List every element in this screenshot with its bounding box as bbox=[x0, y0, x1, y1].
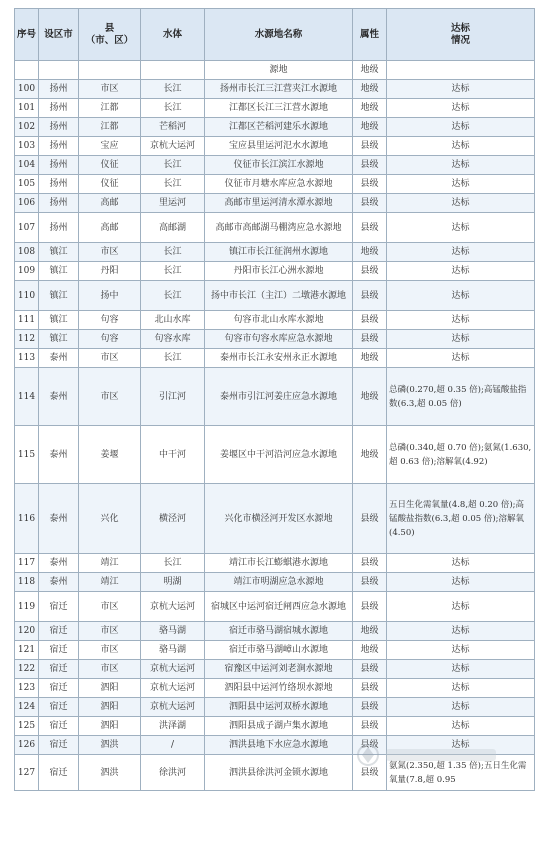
row-source-name: 江都区芒稻河建乐水源地 bbox=[205, 118, 353, 137]
row-source-name: 高邮市高邮湖马棚湾应急水源地 bbox=[205, 213, 353, 243]
row-status: 达标 bbox=[387, 243, 535, 262]
row-status: 达标 bbox=[387, 698, 535, 717]
row-status: 达标 bbox=[387, 213, 535, 243]
row-status: 达标 bbox=[387, 156, 535, 175]
table-row bbox=[15, 368, 535, 426]
row-seq: 111 bbox=[15, 311, 39, 330]
row-seq: 127 bbox=[15, 755, 39, 791]
row-status: 达标 bbox=[387, 281, 535, 311]
water-source-table-page bbox=[14, 8, 534, 791]
row-water-body: 高邮湖 bbox=[141, 213, 205, 243]
row-city: 泰州 bbox=[39, 484, 79, 554]
row-seq: 104 bbox=[15, 156, 39, 175]
carry-water bbox=[141, 61, 205, 80]
row-city: 扬州 bbox=[39, 99, 79, 118]
row-city: 扬州 bbox=[39, 80, 79, 99]
row-attribute: 县级 bbox=[353, 194, 387, 213]
header-status-line2: 情况 bbox=[450, 34, 470, 46]
table-row bbox=[15, 660, 535, 679]
row-county: 江都 bbox=[79, 118, 141, 137]
table-row bbox=[15, 554, 535, 573]
row-county: 靖江 bbox=[79, 554, 141, 573]
header-seq: 序号 bbox=[15, 9, 39, 61]
row-city: 镇江 bbox=[39, 262, 79, 281]
header-county-line2: （市、区） bbox=[85, 34, 134, 46]
row-city: 扬州 bbox=[39, 137, 79, 156]
carry-name: 源地 bbox=[205, 61, 353, 80]
row-status: 氨氮(2.350,超 1.35 倍);五日生化需氧量(7.8,超 0.95 bbox=[387, 755, 535, 791]
table-row bbox=[15, 755, 535, 791]
row-status: 达标 bbox=[387, 660, 535, 679]
row-attribute: 县级 bbox=[353, 592, 387, 622]
row-water-body: 徐洪河 bbox=[141, 755, 205, 791]
row-attribute: 县级 bbox=[353, 554, 387, 573]
carry-status bbox=[387, 61, 535, 80]
row-source-name: 句容市句容水库应急水源地 bbox=[205, 330, 353, 349]
row-county: 市区 bbox=[79, 660, 141, 679]
table-row bbox=[15, 99, 535, 118]
row-water-body: 京杭大运河 bbox=[141, 592, 205, 622]
row-city: 泰州 bbox=[39, 349, 79, 368]
row-seq: 125 bbox=[15, 717, 39, 736]
table-header-row bbox=[15, 9, 535, 61]
table-row bbox=[15, 698, 535, 717]
row-water-body: 长江 bbox=[141, 349, 205, 368]
carry-attr: 地级 bbox=[353, 61, 387, 80]
row-seq: 120 bbox=[15, 622, 39, 641]
row-water-body: 骆马湖 bbox=[141, 641, 205, 660]
table-row bbox=[15, 679, 535, 698]
row-status: 达标 bbox=[387, 622, 535, 641]
row-source-name: 泰州市引江河姜庄应急水源地 bbox=[205, 368, 353, 426]
row-source-name: 句容市北山水库水源地 bbox=[205, 311, 353, 330]
header-county bbox=[79, 9, 141, 61]
row-city: 扬州 bbox=[39, 118, 79, 137]
row-attribute: 县级 bbox=[353, 213, 387, 243]
header-status bbox=[387, 9, 535, 61]
row-city: 镇江 bbox=[39, 281, 79, 311]
row-city: 泰州 bbox=[39, 426, 79, 484]
table-body bbox=[15, 61, 535, 791]
row-attribute: 县级 bbox=[353, 484, 387, 554]
carry-city bbox=[39, 61, 79, 80]
row-source-name: 宿城区中运河宿迁闸西应急水源地 bbox=[205, 592, 353, 622]
row-source-name: 江都区长江三江营水源地 bbox=[205, 99, 353, 118]
row-seq: 107 bbox=[15, 213, 39, 243]
table-row bbox=[15, 118, 535, 137]
row-water-body: 长江 bbox=[141, 156, 205, 175]
row-county: 泗洪 bbox=[79, 755, 141, 791]
row-water-body: / bbox=[141, 736, 205, 755]
row-status: 达标 bbox=[387, 137, 535, 156]
row-attribute: 地级 bbox=[353, 368, 387, 426]
row-water-body: 北山水库 bbox=[141, 311, 205, 330]
row-water-body: 长江 bbox=[141, 262, 205, 281]
row-source-name: 泗阳县成子湖卢集水源地 bbox=[205, 717, 353, 736]
row-seq: 115 bbox=[15, 426, 39, 484]
table-row bbox=[15, 311, 535, 330]
row-water-body: 明湖 bbox=[141, 573, 205, 592]
row-source-name: 扬州市长江三江营夹江水源地 bbox=[205, 80, 353, 99]
row-water-body: 里运河 bbox=[141, 194, 205, 213]
row-county: 泗阳 bbox=[79, 698, 141, 717]
row-city: 扬州 bbox=[39, 213, 79, 243]
row-city: 镇江 bbox=[39, 243, 79, 262]
row-city: 扬州 bbox=[39, 175, 79, 194]
header-city: 设区市 bbox=[39, 9, 79, 61]
row-seq: 101 bbox=[15, 99, 39, 118]
row-county: 市区 bbox=[79, 641, 141, 660]
row-status: 达标 bbox=[387, 554, 535, 573]
row-status: 达标 bbox=[387, 262, 535, 281]
row-source-name: 泗阳县中运河双桥水源地 bbox=[205, 698, 353, 717]
row-city: 扬州 bbox=[39, 156, 79, 175]
row-attribute: 地级 bbox=[353, 118, 387, 137]
table-row bbox=[15, 194, 535, 213]
header-status-line1: 达标 bbox=[450, 22, 470, 34]
row-county: 仪征 bbox=[79, 156, 141, 175]
table-row bbox=[15, 622, 535, 641]
row-county: 市区 bbox=[79, 80, 141, 99]
row-seq: 116 bbox=[15, 484, 39, 554]
table-row bbox=[15, 330, 535, 349]
row-county: 泗洪 bbox=[79, 736, 141, 755]
row-city: 泰州 bbox=[39, 573, 79, 592]
row-county: 泗阳 bbox=[79, 679, 141, 698]
row-water-body: 引江河 bbox=[141, 368, 205, 426]
row-county: 仪征 bbox=[79, 175, 141, 194]
row-water-body: 长江 bbox=[141, 175, 205, 194]
row-seq: 112 bbox=[15, 330, 39, 349]
row-attribute: 地级 bbox=[353, 622, 387, 641]
row-city: 宿迁 bbox=[39, 622, 79, 641]
table-row bbox=[15, 573, 535, 592]
row-city: 泰州 bbox=[39, 554, 79, 573]
row-city: 宿迁 bbox=[39, 755, 79, 791]
carry-county bbox=[79, 61, 141, 80]
row-water-body: 芒稻河 bbox=[141, 118, 205, 137]
row-attribute: 县级 bbox=[353, 679, 387, 698]
row-attribute: 县级 bbox=[353, 573, 387, 592]
row-seq: 105 bbox=[15, 175, 39, 194]
row-seq: 118 bbox=[15, 573, 39, 592]
row-county: 宝应 bbox=[79, 137, 141, 156]
table-row bbox=[15, 349, 535, 368]
row-status: 总磷(0.270,超 0.35 倍);高锰酸盐指数(6.3,超 0.05 倍) bbox=[387, 368, 535, 426]
table-row bbox=[15, 736, 535, 755]
row-attribute: 地级 bbox=[353, 243, 387, 262]
row-status: 总磷(0.340,超 0.70 倍);氨氮(1.630,超 0.63 倍);溶解氧(4.92) bbox=[387, 426, 535, 484]
row-source-name: 扬中市长江（主江）二墩港水源地 bbox=[205, 281, 353, 311]
header-attribute: 属性 bbox=[353, 9, 387, 61]
row-water-body: 京杭大运河 bbox=[141, 698, 205, 717]
header-county-line1: 县 bbox=[104, 22, 115, 34]
row-attribute: 县级 bbox=[353, 262, 387, 281]
table-row bbox=[15, 175, 535, 194]
table-row bbox=[15, 717, 535, 736]
row-water-body: 句容水库 bbox=[141, 330, 205, 349]
table-row bbox=[15, 426, 535, 484]
row-water-body: 长江 bbox=[141, 554, 205, 573]
row-county: 市区 bbox=[79, 349, 141, 368]
row-attribute: 地级 bbox=[353, 80, 387, 99]
water-source-table bbox=[14, 8, 535, 791]
row-attribute: 县级 bbox=[353, 755, 387, 791]
row-water-body: 长江 bbox=[141, 243, 205, 262]
row-seq: 121 bbox=[15, 641, 39, 660]
table-row bbox=[15, 243, 535, 262]
row-source-name: 泰州市长江永安州永正水源地 bbox=[205, 349, 353, 368]
row-city: 宿迁 bbox=[39, 698, 79, 717]
row-city: 扬州 bbox=[39, 194, 79, 213]
row-city: 宿迁 bbox=[39, 592, 79, 622]
row-attribute: 地级 bbox=[353, 99, 387, 118]
row-source-name: 宿迁市骆马湖嶂山水源地 bbox=[205, 641, 353, 660]
row-attribute: 县级 bbox=[353, 330, 387, 349]
row-attribute: 县级 bbox=[353, 660, 387, 679]
table-row bbox=[15, 281, 535, 311]
row-source-name: 宿豫区中运河刘老涧水源地 bbox=[205, 660, 353, 679]
row-seq: 113 bbox=[15, 349, 39, 368]
table-row bbox=[15, 262, 535, 281]
row-water-body: 中干河 bbox=[141, 426, 205, 484]
row-seq: 124 bbox=[15, 698, 39, 717]
row-city: 宿迁 bbox=[39, 736, 79, 755]
row-status: 达标 bbox=[387, 717, 535, 736]
row-city: 镇江 bbox=[39, 311, 79, 330]
row-attribute: 县级 bbox=[353, 717, 387, 736]
row-status: 五日生化需氧量(4.8,超 0.20 倍);高锰酸盐指数(6.3,超 0.05 倍);溶解氧(4.50) bbox=[387, 484, 535, 554]
row-source-name: 靖江市明湖应急水源地 bbox=[205, 573, 353, 592]
row-attribute: 县级 bbox=[353, 156, 387, 175]
row-seq: 114 bbox=[15, 368, 39, 426]
row-city: 宿迁 bbox=[39, 679, 79, 698]
row-county: 靖江 bbox=[79, 573, 141, 592]
row-attribute: 县级 bbox=[353, 175, 387, 194]
row-seq: 123 bbox=[15, 679, 39, 698]
row-status: 达标 bbox=[387, 349, 535, 368]
row-seq: 126 bbox=[15, 736, 39, 755]
row-source-name: 宿迁市骆马湖宿城水源地 bbox=[205, 622, 353, 641]
row-county: 市区 bbox=[79, 592, 141, 622]
row-water-body: 长江 bbox=[141, 281, 205, 311]
row-county: 句容 bbox=[79, 311, 141, 330]
row-attribute: 地级 bbox=[353, 426, 387, 484]
row-water-body: 京杭大运河 bbox=[141, 679, 205, 698]
row-status: 达标 bbox=[387, 592, 535, 622]
row-county: 句容 bbox=[79, 330, 141, 349]
header-source-name: 水源地名称 bbox=[205, 9, 353, 61]
row-attribute: 地级 bbox=[353, 349, 387, 368]
row-status: 达标 bbox=[387, 194, 535, 213]
row-source-name: 宝应县里运河氾水水源地 bbox=[205, 137, 353, 156]
row-county: 高邮 bbox=[79, 213, 141, 243]
row-county: 姜堰 bbox=[79, 426, 141, 484]
header-water-body: 水体 bbox=[141, 9, 205, 61]
row-source-name: 高邮市里运河清水潭水源地 bbox=[205, 194, 353, 213]
row-attribute: 县级 bbox=[353, 311, 387, 330]
row-status: 达标 bbox=[387, 736, 535, 755]
row-source-name: 镇江市长江征润州水源地 bbox=[205, 243, 353, 262]
carry-seq bbox=[15, 61, 39, 80]
row-water-body: 横泾河 bbox=[141, 484, 205, 554]
row-attribute: 县级 bbox=[353, 281, 387, 311]
row-source-name: 姜堰区中干河沿河应急水源地 bbox=[205, 426, 353, 484]
row-county: 市区 bbox=[79, 243, 141, 262]
row-attribute: 地级 bbox=[353, 641, 387, 660]
row-status: 达标 bbox=[387, 118, 535, 137]
row-status: 达标 bbox=[387, 99, 535, 118]
row-water-body: 长江 bbox=[141, 80, 205, 99]
row-city: 宿迁 bbox=[39, 641, 79, 660]
row-water-body: 长江 bbox=[141, 99, 205, 118]
row-water-body: 京杭大运河 bbox=[141, 660, 205, 679]
row-county: 丹阳 bbox=[79, 262, 141, 281]
row-status: 达标 bbox=[387, 330, 535, 349]
row-water-body: 骆马湖 bbox=[141, 622, 205, 641]
row-seq: 109 bbox=[15, 262, 39, 281]
row-seq: 119 bbox=[15, 592, 39, 622]
row-status: 达标 bbox=[387, 175, 535, 194]
row-attribute: 县级 bbox=[353, 736, 387, 755]
row-water-body: 京杭大运河 bbox=[141, 137, 205, 156]
row-source-name: 兴化市横泾河开发区水源地 bbox=[205, 484, 353, 554]
row-seq: 122 bbox=[15, 660, 39, 679]
row-seq: 110 bbox=[15, 281, 39, 311]
row-city: 泰州 bbox=[39, 368, 79, 426]
row-seq: 117 bbox=[15, 554, 39, 573]
table-row bbox=[15, 592, 535, 622]
row-source-name: 仪征市月塘水库应急水源地 bbox=[205, 175, 353, 194]
row-city: 宿迁 bbox=[39, 717, 79, 736]
row-status: 达标 bbox=[387, 311, 535, 330]
row-seq: 102 bbox=[15, 118, 39, 137]
row-source-name: 靖江市长江蟛蜞港水源地 bbox=[205, 554, 353, 573]
row-source-name: 泗阳县中运河竹络坝水源地 bbox=[205, 679, 353, 698]
row-county: 扬中 bbox=[79, 281, 141, 311]
row-county: 市区 bbox=[79, 368, 141, 426]
row-county: 市区 bbox=[79, 622, 141, 641]
table-row bbox=[15, 137, 535, 156]
row-attribute: 县级 bbox=[353, 698, 387, 717]
row-county: 泗阳 bbox=[79, 717, 141, 736]
row-status: 达标 bbox=[387, 573, 535, 592]
table-row bbox=[15, 156, 535, 175]
table-row bbox=[15, 484, 535, 554]
table-row bbox=[15, 213, 535, 243]
table-row bbox=[15, 80, 535, 99]
row-city: 镇江 bbox=[39, 330, 79, 349]
row-county: 兴化 bbox=[79, 484, 141, 554]
row-seq: 100 bbox=[15, 80, 39, 99]
row-status: 达标 bbox=[387, 641, 535, 660]
row-seq: 103 bbox=[15, 137, 39, 156]
row-source-name: 仪征市长江滨江水源地 bbox=[205, 156, 353, 175]
row-attribute: 县级 bbox=[353, 137, 387, 156]
row-seq: 108 bbox=[15, 243, 39, 262]
row-status: 达标 bbox=[387, 80, 535, 99]
row-water-body: 洪泽湖 bbox=[141, 717, 205, 736]
row-source-name: 丹阳市长江心洲水源地 bbox=[205, 262, 353, 281]
row-county: 江都 bbox=[79, 99, 141, 118]
row-county: 高邮 bbox=[79, 194, 141, 213]
row-city: 宿迁 bbox=[39, 660, 79, 679]
carry-over-row bbox=[15, 61, 535, 80]
row-status: 达标 bbox=[387, 679, 535, 698]
row-seq: 106 bbox=[15, 194, 39, 213]
row-source-name: 泗洪县徐洪河金锁水源地 bbox=[205, 755, 353, 791]
table-row bbox=[15, 641, 535, 660]
row-source-name: 泗洪县地下水应急水源地 bbox=[205, 736, 353, 755]
